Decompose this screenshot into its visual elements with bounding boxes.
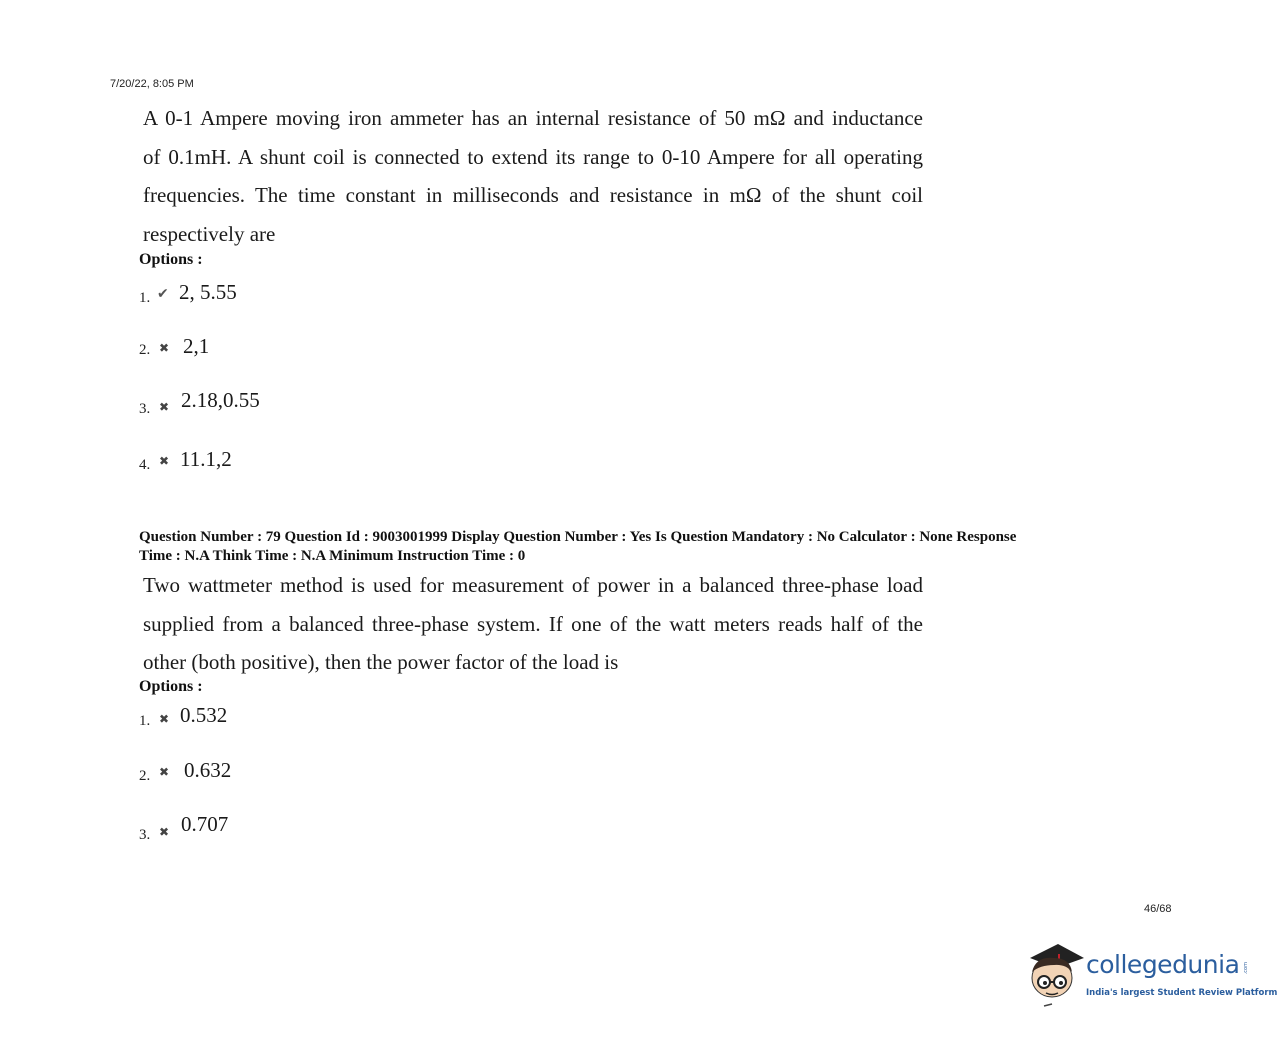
logo-domain-suffix: .com [1243,962,1249,975]
option-number: 4. [139,457,151,473]
option-number: 3. [139,827,151,843]
option-value: 0.532 [180,703,228,727]
option-value: 2,1 [183,334,210,358]
question-meta-line: Time : N.A Think Time : N.A Minimum Instruction Time : 0 [139,548,526,564]
cross-icon: ✖ [159,712,170,726]
option-value: 0.707 [181,812,229,836]
question-line: supplied from a balanced three-phase system. If one of the watt meters reads half of the [143,611,923,636]
option-number: 2. [139,768,151,784]
question-line: other (both positive), then the power factor of the load is [143,650,619,674]
options-label: Options : [139,251,203,268]
option-value: 2.18,0.55 [181,388,260,412]
page-number: 46/68 [1144,903,1172,915]
print-date: 7/20/22, 8:05 PM [110,78,194,90]
question-line: Two wattmeter method is used for measurement of power in a balanced three-phase load [143,573,923,597]
cross-icon: ✖ [159,400,170,414]
logo-wordmark: collegedunia [1086,950,1240,979]
question-line: frequencies. The time constant in milliseconds and resistance in mΩ of the shunt coil [143,183,923,207]
cross-icon: ✖ [159,341,170,355]
option-value: 11.1,2 [180,447,232,471]
option-value: 2, 5.55 [179,280,237,304]
question-line: respectively are [143,221,276,246]
option-number: 1. [139,713,151,729]
logo-tagline: India's largest Student Review Platform [1086,988,1278,998]
question-line: of 0.1mH. A shunt coil is connected to extend its range to 0-10 Ampere for all operating [143,144,923,169]
mascot-icon [1024,938,1086,1008]
question-meta [139,528,1139,566]
option-number: 2. [139,342,151,358]
option-number: 1. [139,290,151,306]
option-value: 0.632 [184,758,232,782]
cross-icon: ✖ [159,765,170,779]
question-text [143,99,923,253]
collegedunia-logo [1024,938,1278,1008]
options-label: Options : [139,678,203,695]
cross-icon: ✖ [159,825,170,839]
check-icon: ✔ [157,286,169,302]
option-number: 3. [139,401,151,417]
question-meta-line: Question Number : 79 Question Id : 9003001999 Display Question Number : Yes Is Question Mandatory : No Calculator : None Response [139,529,1017,545]
question-text [143,566,923,682]
cross-icon: ✖ [159,454,170,468]
question-line: A 0-1 Ampere moving iron ammeter has an internal resistance of 50 mΩ and inductance [143,106,923,130]
